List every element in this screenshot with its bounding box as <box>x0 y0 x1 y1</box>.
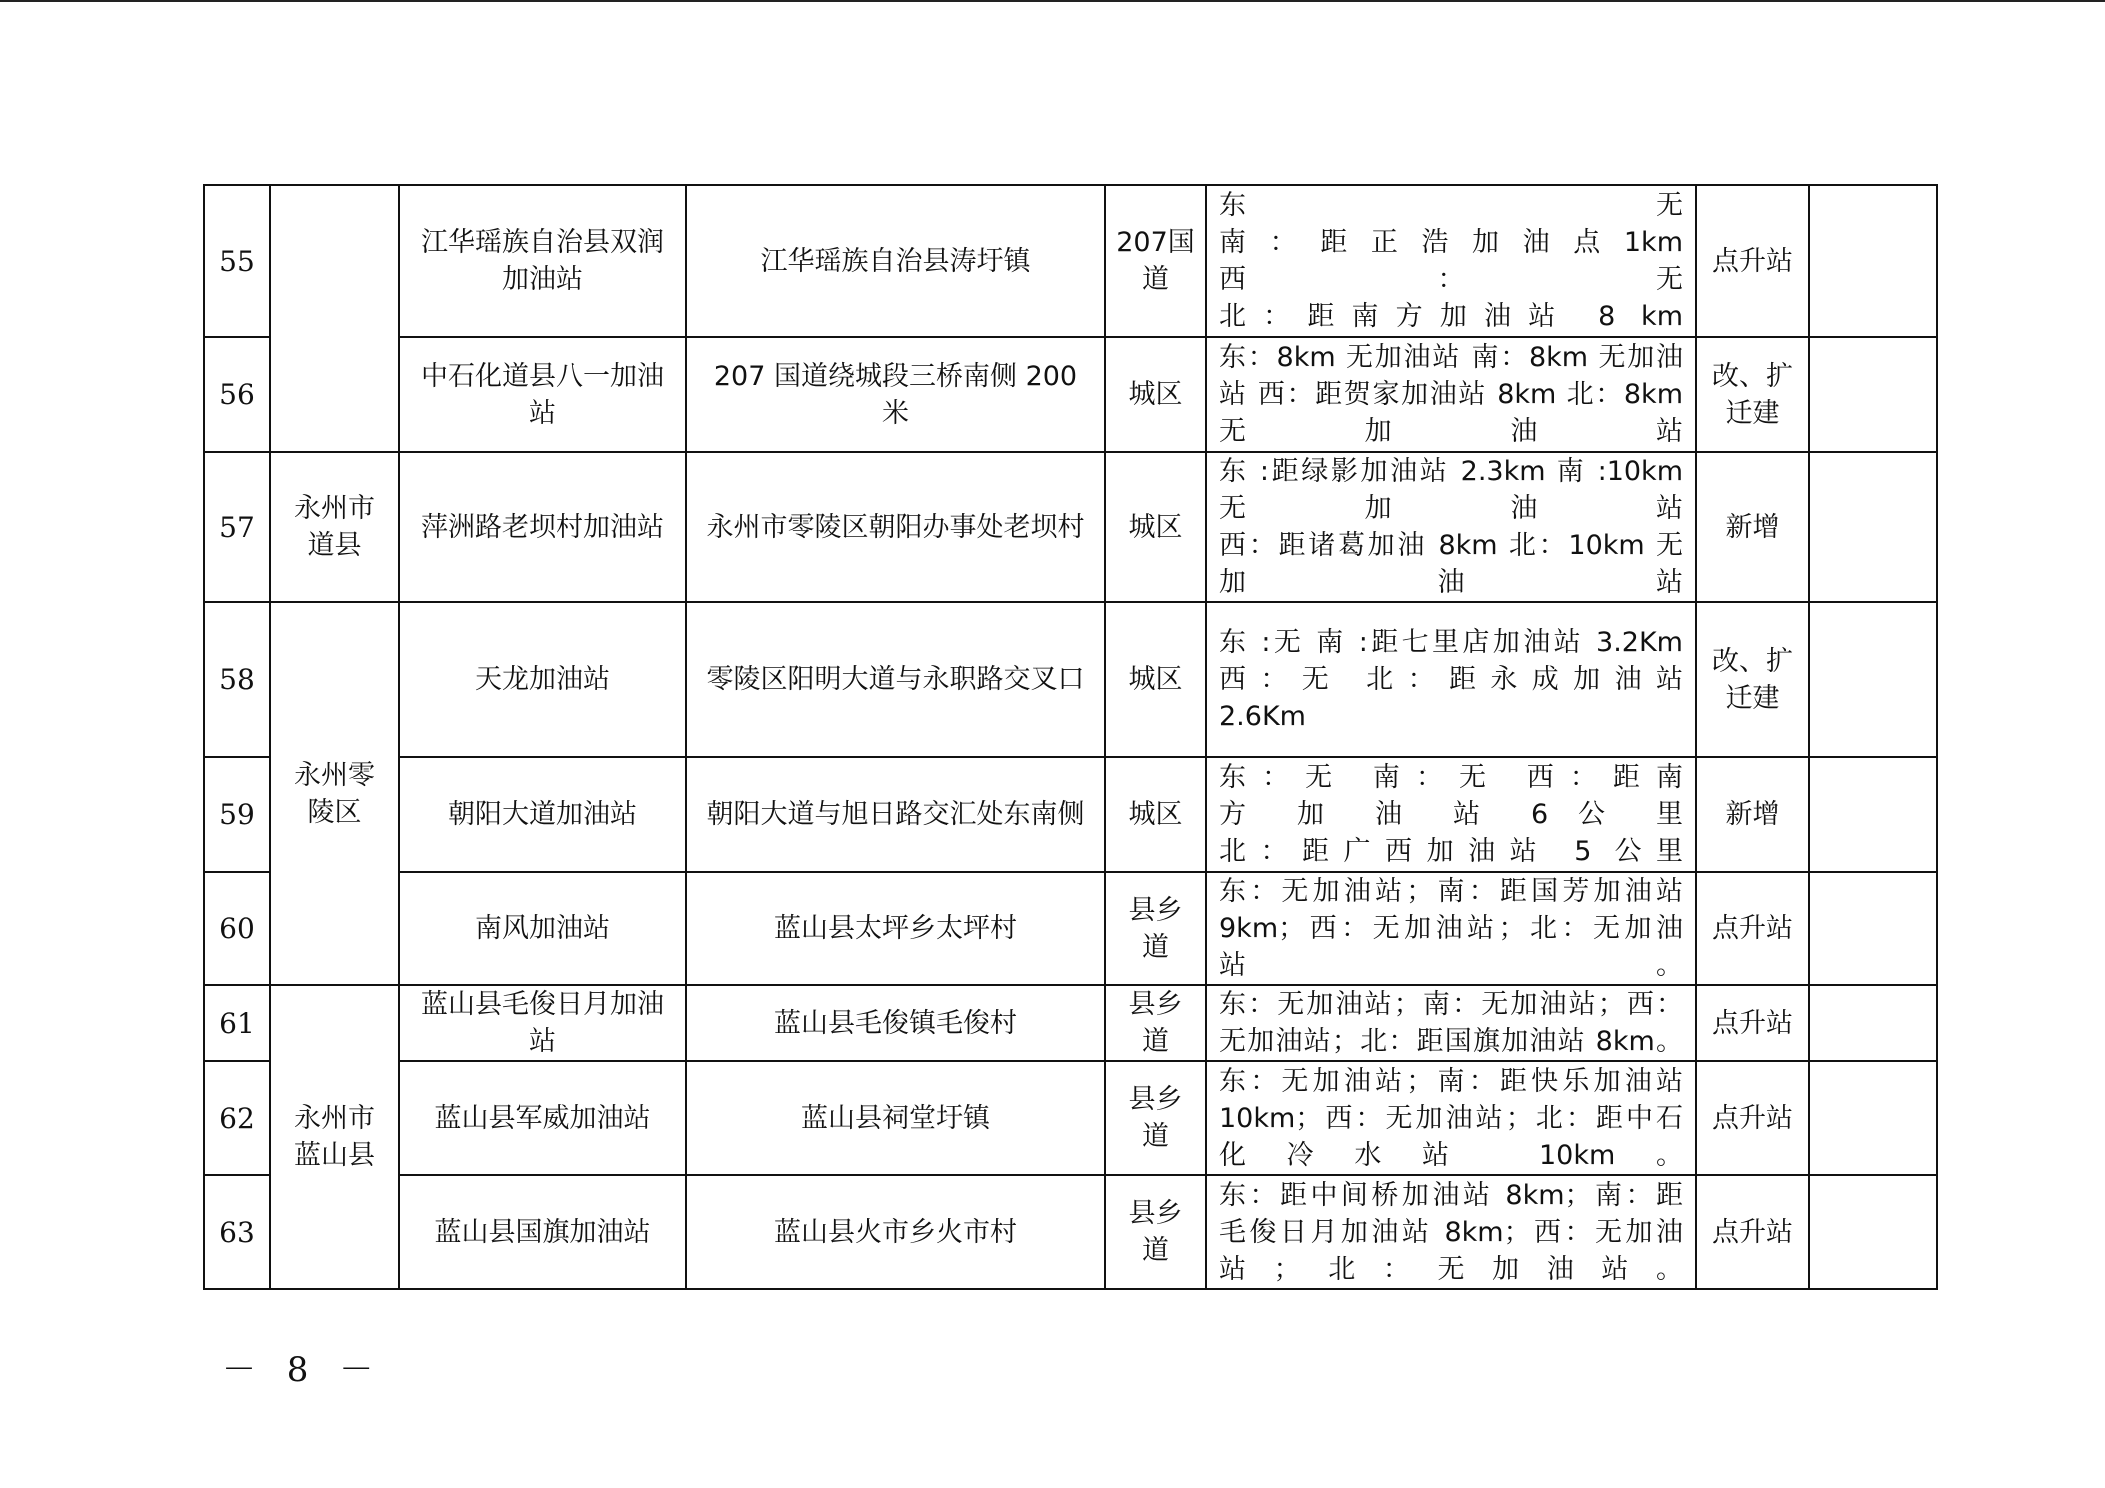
station-address: 207 国道绕城段三桥南侧 200 米 <box>686 337 1105 452</box>
construction-type: 点升站 <box>1696 185 1809 337</box>
station-address: 零陵区阳明大道与永职路交叉口 <box>686 602 1105 757</box>
station-name: 蓝山县军威加油站 <box>399 1061 686 1175</box>
road-type: 城区 <box>1105 602 1206 757</box>
station-name: 朝阳大道加油站 <box>399 757 686 872</box>
gas-station-table-wrapper <box>203 184 1938 1290</box>
road-type: 县乡道 <box>1105 872 1206 985</box>
station-name: 蓝山县毛俊日月加油站 <box>399 985 686 1061</box>
construction-type: 新增 <box>1696 452 1809 602</box>
distance-info <box>1206 185 1696 337</box>
distance-line: 东 :距绿影加油站 2.3km 南 :10km <box>1219 456 1683 487</box>
row-number: 63 <box>204 1175 270 1289</box>
remark-cell <box>1809 757 1937 872</box>
distance-line: 东 无 <box>1219 190 1683 221</box>
remark-cell <box>1809 1175 1937 1289</box>
top-border-line <box>0 0 2105 2</box>
row-number: 59 <box>204 757 270 872</box>
distance-line: 化冷水站 10km。 <box>1219 1139 1683 1171</box>
remark-cell <box>1809 985 1937 1061</box>
table-row <box>204 757 1937 872</box>
distance-line: 9km；西：无加油站；北：无加油站。 <box>1219 913 1683 981</box>
row-number: 55 <box>204 185 270 337</box>
distance-line: 无加油站；北：距国旗加油站 8km。 <box>1219 1026 1683 1057</box>
distance-line: 北：距广西加油站 5 公里 <box>1219 836 1683 867</box>
distance-line: 无 加 油 站 <box>1219 493 1683 524</box>
distance-line: 站 西：距贺家加油站 8km 北：8km <box>1219 379 1683 410</box>
distance-line: 东：8km 无加油站 南：8km 无加油 <box>1219 342 1683 373</box>
distance-info <box>1206 1175 1696 1289</box>
county-cell: 永州零陵区 <box>270 602 399 985</box>
county-cell: 永州市蓝山县 <box>270 985 399 1289</box>
road-type: 城区 <box>1105 757 1206 872</box>
distance-line: 西：距诸葛加油 8km 北：10km 无 <box>1219 530 1683 561</box>
row-number: 62 <box>204 1061 270 1175</box>
distance-info <box>1206 757 1696 872</box>
distance-info <box>1206 1061 1696 1175</box>
construction-type: 点升站 <box>1696 1175 1809 1289</box>
distance-line: 南 ： 距 正 浩 加 油 点 1km <box>1219 227 1683 258</box>
distance-info <box>1206 602 1696 757</box>
row-number: 58 <box>204 602 270 757</box>
distance-line: 毛俊日月加油站 8km；西：无加油 <box>1219 1216 1683 1248</box>
distance-info <box>1206 985 1696 1061</box>
distance-info <box>1206 337 1696 452</box>
county-cell: 永州市道县 <box>270 452 399 602</box>
road-type: 城区 <box>1105 452 1206 602</box>
station-name: 中石化道县八一加油站 <box>399 337 686 452</box>
page-number: － 8 － <box>222 1350 384 1390</box>
distance-line: 2.6Km <box>1219 701 1306 732</box>
road-type: 县乡道 <box>1105 985 1206 1061</box>
distance-line: 东 :无 南 :距七里店加油站 3.2Km <box>1219 627 1683 658</box>
county-cell <box>270 185 399 452</box>
station-name: 蓝山县国旗加油站 <box>399 1175 686 1289</box>
table-row <box>204 872 1937 985</box>
remark-cell <box>1809 1061 1937 1175</box>
distance-line: 加油站 <box>1219 567 1683 598</box>
station-name: 南风加油站 <box>399 872 686 985</box>
road-type: 县乡道 <box>1105 1175 1206 1289</box>
distance-line: 站；北：无加油站。 <box>1219 1253 1683 1285</box>
table-row <box>204 1175 1937 1289</box>
row-number: 56 <box>204 337 270 452</box>
distance-line: 东：距中间桥加油站 8km；南：距 <box>1219 1179 1683 1211</box>
station-address: 蓝山县火市乡火市村 <box>686 1175 1105 1289</box>
distance-line: 无加油站 <box>1219 416 1683 447</box>
station-address: 蓝山县祠堂圩镇 <box>686 1061 1105 1175</box>
distance-info <box>1206 872 1696 985</box>
table-row <box>204 602 1937 757</box>
gas-station-table <box>203 184 1938 1290</box>
distance-line: 东：无加油站；南：无加油站；西： <box>1219 989 1683 1020</box>
station-address: 江华瑶族自治县涛圩镇 <box>686 185 1105 337</box>
road-type: 县乡道 <box>1105 1061 1206 1175</box>
remark-cell <box>1809 185 1937 337</box>
table-row <box>204 452 1937 602</box>
row-number: 60 <box>204 872 270 985</box>
distance-line: 西：无 北：距永成加油站 <box>1219 664 1683 695</box>
distance-line: 10km；西：无加油站；北：距中石 <box>1219 1102 1683 1134</box>
construction-type: 点升站 <box>1696 985 1809 1061</box>
table-row <box>204 337 1937 452</box>
station-address: 永州市零陵区朝阳办事处老坝村 <box>686 452 1105 602</box>
remark-cell <box>1809 602 1937 757</box>
remark-cell <box>1809 337 1937 452</box>
station-name: 天龙加油站 <box>399 602 686 757</box>
construction-type: 改、扩迁建 <box>1696 602 1809 757</box>
distance-info <box>1206 452 1696 602</box>
distance-line: 西 ： 无 <box>1219 264 1683 295</box>
table-row <box>204 1061 1937 1175</box>
row-number: 57 <box>204 452 270 602</box>
road-type: 城区 <box>1105 337 1206 452</box>
remark-cell <box>1809 872 1937 985</box>
table-row <box>204 185 1937 337</box>
station-name: 江华瑶族自治县双润加油站 <box>399 185 686 337</box>
distance-line: 方 加 油 站 6 公 里 <box>1219 799 1683 830</box>
station-name: 萍洲路老坝村加油站 <box>399 452 686 602</box>
construction-type: 改、扩迁建 <box>1696 337 1809 452</box>
station-address: 蓝山县毛俊镇毛俊村 <box>686 985 1105 1061</box>
distance-line: 东：无 南：无 西：距南 <box>1219 762 1683 793</box>
row-number: 61 <box>204 985 270 1061</box>
road-type: 207国道 <box>1105 185 1206 337</box>
station-address: 朝阳大道与旭日路交汇处东南侧 <box>686 757 1105 872</box>
construction-type: 点升站 <box>1696 872 1809 985</box>
construction-type: 新增 <box>1696 757 1809 872</box>
distance-line: 东：无加油站；南：距国芳加油站 <box>1219 876 1683 907</box>
remark-cell <box>1809 452 1937 602</box>
station-address: 蓝山县太坪乡太坪村 <box>686 872 1105 985</box>
construction-type: 点升站 <box>1696 1061 1809 1175</box>
distance-line: 东：无加油站；南：距快乐加油站 <box>1219 1065 1683 1097</box>
table-row <box>204 985 1937 1061</box>
distance-line: 北：距南方加油站 8 km <box>1219 301 1683 332</box>
